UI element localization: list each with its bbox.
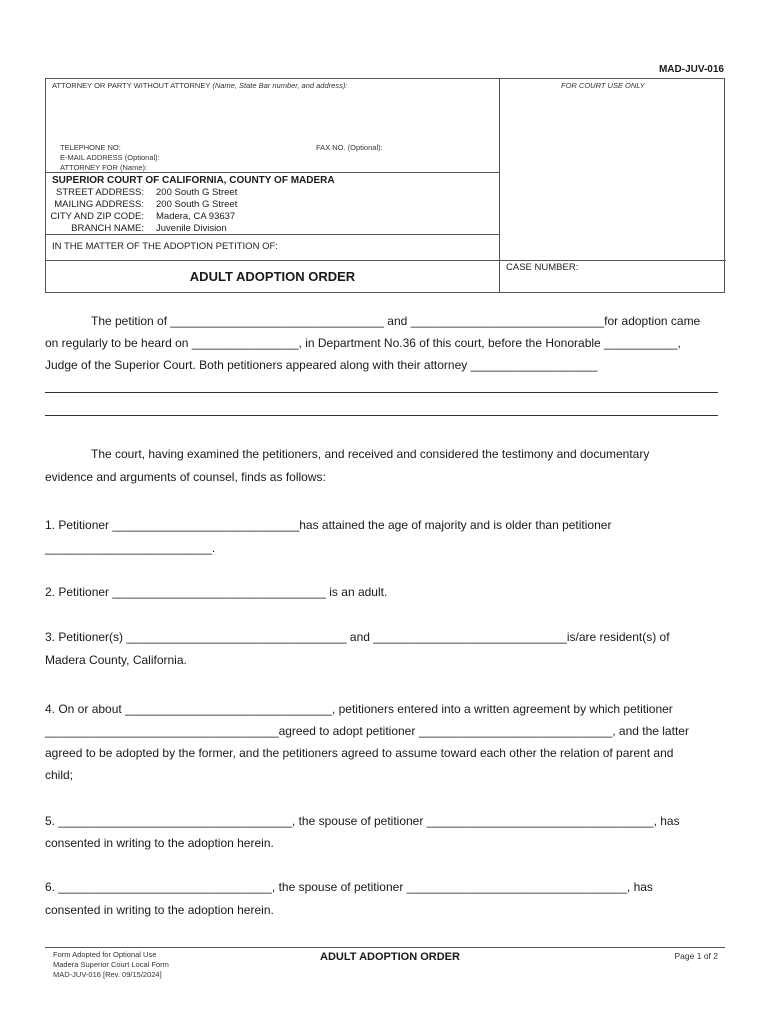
court-name: SUPERIOR COURT OF CALIFORNIA, COUNTY OF MADERA [52,175,335,186]
footer-adoption-note [53,950,169,980]
caption-rule-2 [46,234,499,235]
caption-rule-3 [46,260,726,261]
item-6-line-1: 6. ________________________________, the spouse of petitioner _________________________________, has [45,880,653,894]
footer-title: ADULT ADOPTION ORDER [320,951,460,963]
address-row-label: MAILING ADDRESS: [54,199,144,210]
item-4-line-1: 4. On or about _______________________________, petitioners entered into a written agreement by which petitioner [45,702,673,716]
address-row-value: 200 South G Street [156,199,238,210]
attorney-label-hint: (Name, State Bar number, and address): [212,81,348,90]
email-label: E-MAIL ADDRESS (Optional): [60,153,160,162]
footer-court-line: Madera Superior Court Local Form [53,960,169,969]
fax-label: FAX NO. (Optional): [316,143,383,152]
blank-line[interactable] [45,415,718,416]
footer-rule [45,947,725,948]
address-row-label: BRANCH NAME: [71,223,144,234]
item-4-line-3: agreed to be adopted by the former, and the petitioners agreed to assume toward each other the relation of parent and [45,746,674,760]
item-6-line-2: consented in writing to the adoption herein. [45,903,274,917]
footer-adopted-line: Form Adopted for Optional Use [53,950,157,959]
item-1-line-1: 1. Petitioner ____________________________has attained the age of majority and is older than petitioner [45,518,612,532]
form-id: MAD-JUV-016 [658,64,724,75]
attorney-label [52,81,347,90]
page-number: Page 1 of 2 [674,951,718,961]
caption-rule-1 [46,172,499,173]
address-row-label: STREET ADDRESS: [56,187,144,198]
attorney-for-label: ATTORNEY FOR (Name): [60,163,148,172]
address-row-mailing [42,199,237,210]
document-title: ADULT ADOPTION ORDER [189,269,356,284]
item-5-line-2: consented in writing to the adoption herein. [45,836,274,850]
address-row-label: CITY AND ZIP CODE: [50,211,144,222]
address-row-city [42,211,235,222]
caption-box [45,78,725,293]
telephone-label: TELEPHONE NO: [60,143,121,152]
intro-line-3: Judge of the Superior Court. Both petitioners appeared along with their attorney ___________________ [45,358,598,372]
findings-line-2: evidence and arguments of counsel, finds as follows: [45,470,326,484]
intro-line-2: on regularly to be heard on ________________, in Department No.36 of this court, before the Honorable ___________, [45,336,681,350]
footer-revision-line: MAD-JUV-016 [Rev. 09/15/2024] [53,970,162,979]
intro-line-1: The petition of ________________________________ and _____________________________for adoption came [91,314,701,328]
case-number-label: CASE NUMBER: [506,262,579,273]
item-4-line-4: child; [45,768,74,782]
attorney-label-main: ATTORNEY OR PARTY WITHOUT ATTORNEY [52,81,211,90]
court-use-label: FOR COURT USE ONLY [561,81,645,90]
address-row-value: Madera, CA 93637 [156,211,236,222]
matter-label: IN THE MATTER OF THE ADOPTION PETITION OF: [52,241,278,252]
item-3-line-1: 3. Petitioner(s) _________________________________ and _____________________________is/are resident(s) of [45,630,670,644]
item-3-line-2: Madera County, California. [45,653,187,667]
item-5-line-1: 5. ___________________________________, the spouse of petitioner __________________________________, has [45,814,680,828]
address-row-branch [42,223,227,234]
blank-line[interactable] [45,392,718,393]
findings-line-1: The court, having examined the petitioners, and received and considered the testimony and documentary [91,447,650,461]
item-4-line-2: ___________________________________agreed to adopt petitioner _____________________________, and the latter [45,724,689,738]
address-row-value: Juvenile Division [156,223,227,234]
address-row-street [42,187,237,198]
item-2-line-1: 2. Petitioner ________________________________ is an adult. [45,585,388,599]
item-1-line-2: _________________________. [45,541,216,555]
address-row-value: 200 South G Street [156,187,238,198]
